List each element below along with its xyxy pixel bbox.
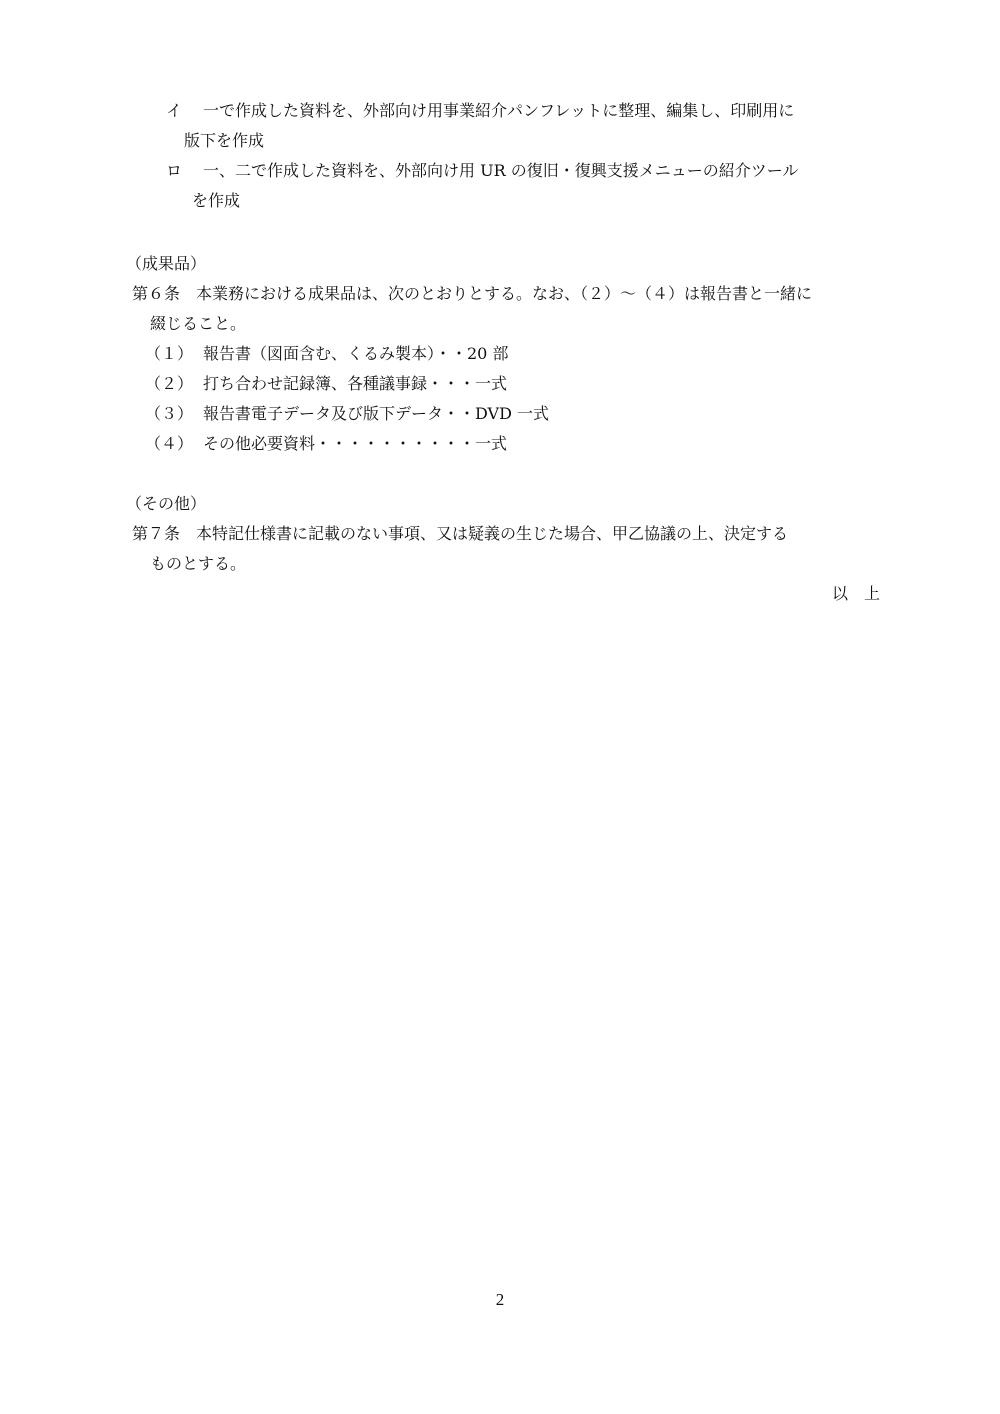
sub-item-ro-line1: 一、二で作成した資料を、外部向け用 UR の復旧・復興支援メニューの紹介ツール bbox=[203, 161, 799, 180]
article7-line1: 第７条 本特記仕様書に記載のない事項、又は疑義の生じた場合、甲乙協議の上、決定する bbox=[132, 524, 789, 543]
sub-item-i-line2: 版下を作成 bbox=[184, 131, 265, 150]
page-number: 2 bbox=[495, 1290, 505, 1309]
deliverable-number: （４） bbox=[145, 434, 194, 453]
deliverable-text: その他必要資料・・・・・・・・・・一式 bbox=[203, 434, 508, 453]
deliverable-text: 打ち合わせ記録簿、各種議事録・・・一式 bbox=[203, 374, 508, 393]
sub-item-i-line1: 一で作成した資料を、外部向け用事業紹介パンフレットに整理、編集し、印刷用に bbox=[203, 101, 795, 120]
article6-line2: 綴じること。 bbox=[150, 314, 247, 333]
deliverable-text: 報告書（図面含む、くるみ製本）・・20 部 bbox=[203, 344, 509, 363]
deliverable-number: （２） bbox=[145, 374, 194, 393]
deliverable-number: （３） bbox=[145, 404, 194, 423]
closing-mark: 以 上 bbox=[831, 584, 880, 603]
article6-line1: 第６条 本業務における成果品は、次のとおりとする。なお、（２）～（４）は報告書と一緒に bbox=[132, 284, 813, 303]
article6-heading: （成果品） bbox=[126, 254, 207, 273]
article7-heading: （その他） bbox=[126, 494, 207, 513]
deliverable-text: 報告書電子データ及び版下データ・・DVD 一式 bbox=[203, 404, 550, 423]
sub-item-marker-ro: ロ bbox=[166, 161, 183, 180]
article7-line2: ものとする。 bbox=[150, 554, 247, 573]
deliverable-number: （１） bbox=[145, 344, 194, 363]
sub-item-ro-line2: を作成 bbox=[192, 191, 241, 210]
sub-item-marker-i: イ bbox=[166, 101, 183, 120]
